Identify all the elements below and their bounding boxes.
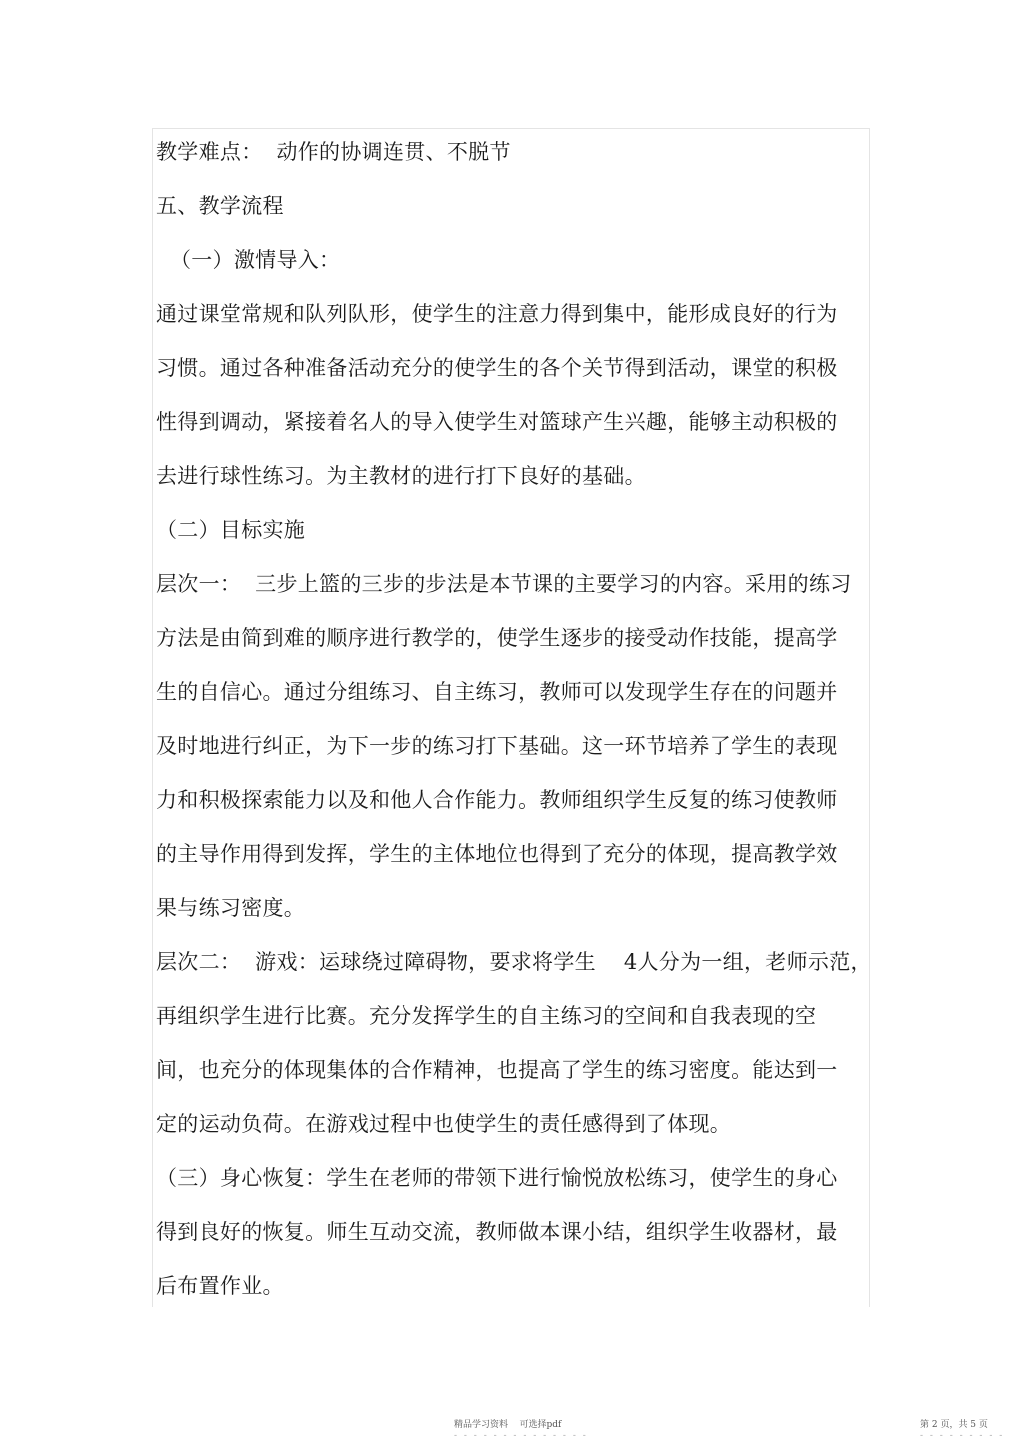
text-line: 习惯。通过各种准备活动充分的使学生的各个关节得到活动，课堂的积极	[156, 356, 838, 380]
text-line: 通过课堂常规和队列队形，使学生的注意力得到集中，能形成良好的行为	[156, 302, 838, 326]
footer-dashes: - - - - - - - - - - - - - -	[454, 1431, 588, 1441]
footer-dashes: - - - - - - - - -	[920, 1431, 1005, 1441]
text-line: （三）身心恢复：学生在老师的带领下进行愉悦放松练习，使学生的身心	[156, 1166, 838, 1190]
section-heading: 五、教学流程	[156, 194, 284, 218]
subsection-heading: （一）激情导入：	[156, 248, 341, 272]
text-line: 层次一： 三步上篮的三步的步法是本节课的主要学习的内容。采用的练习	[156, 572, 852, 596]
text-line: 定的运动负荷。在游戏过程中也使学生的责任感得到了体现。	[156, 1112, 732, 1136]
text-line: 再组织学生进行比赛。充分发挥学生的自主练习的空间和自我表现的空	[156, 1004, 817, 1028]
text-line: 后布置作业。	[156, 1274, 284, 1298]
text-line: 力和积极探索能力以及和他人合作能力。教师组织学生反复的练习使教师	[156, 788, 838, 812]
text-line: 得到良好的恢复。师生互动交流，教师做本课小结，组织学生收器材，最	[156, 1220, 838, 1244]
text-line: 生的自信心。通过分组练习、自主练习，教师可以发现学生存在的问题并	[156, 680, 838, 704]
text-line: 去进行球性练习。为主教材的进行打下良好的基础。	[156, 464, 646, 488]
footer-watermark-text: 精品学习资料 可选择pdf	[454, 1420, 562, 1430]
text-line: 性得到调动，紧接着名人的导入使学生对篮球产生兴趣，能够主动积极的	[156, 410, 838, 434]
text-line: 间，也充分的体现集体的合作精神，也提高了学生的练习密度。能达到一	[156, 1058, 838, 1082]
text-line: 教学难点： 动作的协调连贯、不脱节	[156, 140, 511, 164]
text-line: 果与练习密度。	[156, 896, 306, 920]
subsection-heading: （二）目标实施	[156, 518, 306, 542]
text-line: 方法是由简到难的顺序进行教学的，使学生逐步的接受动作技能，提高学	[156, 626, 838, 650]
text-line: 及时地进行纠正，为下一步的练习打下基础。这一环节培养了学生的表现	[156, 734, 838, 758]
page-number: 第 2 页，共 5 页	[920, 1420, 988, 1430]
text-line: 的主导作用得到发挥，学生的主体地位也得到了充分的体现，提高教学效	[156, 842, 838, 866]
text-line: 层次二： 游戏：运球绕过障碍物，要求将学生 4人分为一组，老师示范，	[156, 950, 872, 974]
